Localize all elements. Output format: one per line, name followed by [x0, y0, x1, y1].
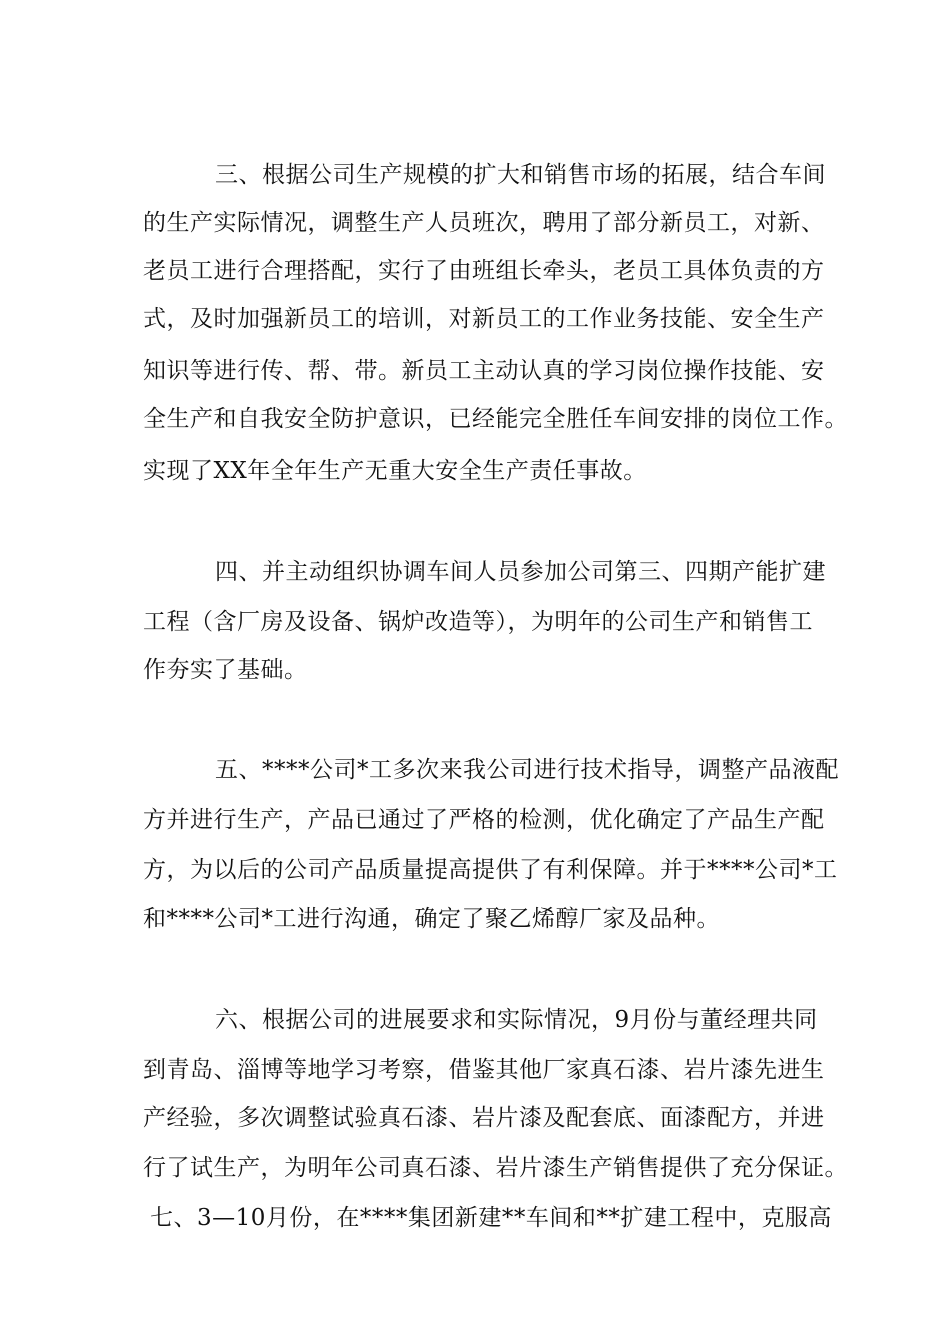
text-line: 行了试生产，为明年公司真石漆、岩片漆生产销售提供了充分保证。 [143, 1155, 848, 1181]
text-line: 六、根据公司的进展要求和实际情况，9月份与董经理共同 [215, 1007, 818, 1033]
text-line: 式，及时加强新员工的培训，对新员工的工作业务技能、安全生产 [143, 306, 825, 332]
text-line: 四、并主动组织协调车间人员参加公司第三、四期产能扩建 [215, 559, 826, 585]
text-line: 工程（含厂房及设备、锅炉改造等），为明年的公司生产和销售工 [143, 609, 813, 635]
text-line: 五、****公司*工多次来我公司进行技术指导，调整产品液配 [215, 757, 839, 783]
text-line: 三、根据公司生产规模的扩大和销售市场的拓展，结合车间 [215, 162, 826, 188]
text-line: 方，为以后的公司产品质量提高提供了有利保障。并于****公司*工 [143, 857, 838, 883]
text-line: 方并进行生产，产品已通过了严格的检测，优化确定了产品生产配 [143, 807, 825, 833]
text-line: 实现了XX年全年生产无重大安全生产责任事故。 [143, 458, 647, 484]
text-line: 作夯实了基础。 [143, 657, 308, 683]
text-line: 全生产和自我安全防护意识，已经能完全胜任车间安排的岗位工作。 [143, 406, 848, 432]
text-line: 和****公司*工进行沟通，确定了聚乙烯醇厂家及品种。 [143, 906, 720, 932]
text-line: 老员工进行合理搭配，实行了由班组长牵头，老员工具体负责的方 [143, 258, 825, 284]
text-line: 的生产实际情况，调整生产人员班次，聘用了部分新员工，对新、 [143, 210, 825, 236]
text-line: 七、3—10月份，在****集团新建**车间和**扩建工程中，克服高 [150, 1205, 832, 1231]
text-line: 到青岛、淄博等地学习考察，借鉴其他厂家真石漆、岩片漆先进生 [143, 1057, 825, 1083]
text-line: 产经验，多次调整试验真石漆、岩片漆及配套底、面漆配方，并进 [143, 1105, 825, 1131]
text-line: 知识等进行传、帮、带。新员工主动认真的学习岗位操作技能、安 [143, 358, 825, 384]
